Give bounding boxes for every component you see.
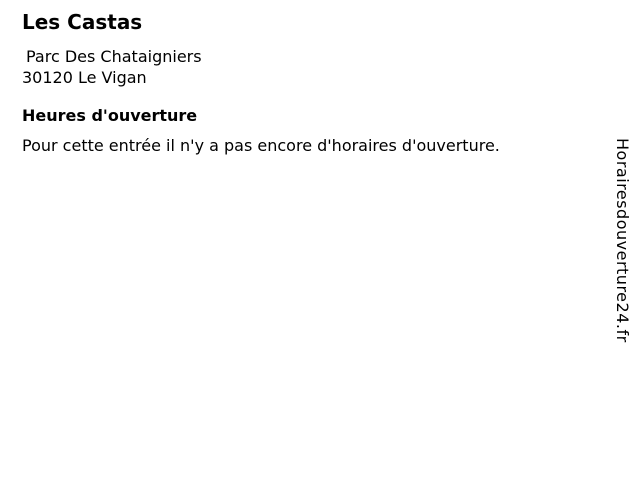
address-street: Parc Des Chataigniers bbox=[26, 47, 202, 66]
page-title: Les Castas bbox=[22, 10, 143, 34]
address-city: 30120 Le Vigan bbox=[22, 68, 147, 87]
address-block bbox=[22, 46, 500, 88]
site-watermark: Horairesdouverture24.fr bbox=[613, 137, 632, 343]
opening-hours-heading: Heures d'ouverture bbox=[22, 106, 198, 125]
main-content bbox=[0, 0, 540, 156]
no-opening-hours-message: Pour cette entrée il n'y a pas encore d'horaires d'ouverture. bbox=[22, 136, 500, 155]
